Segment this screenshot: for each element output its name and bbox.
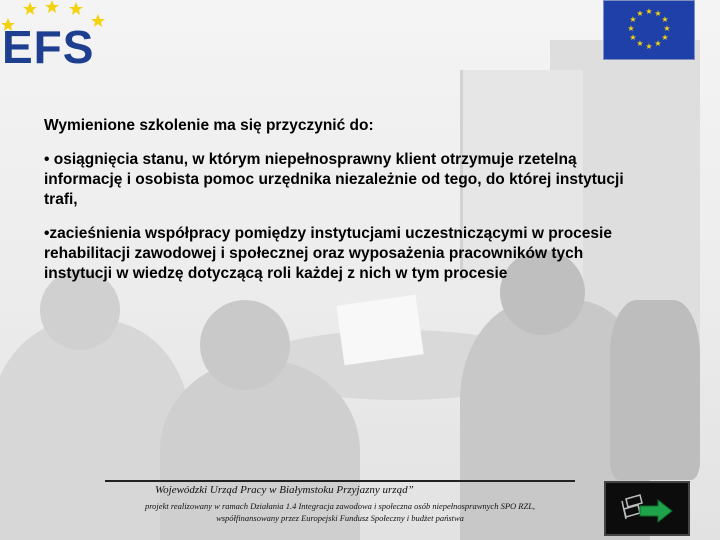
svg-text:★: ★ <box>654 39 662 48</box>
svg-text:★: ★ <box>661 15 669 24</box>
background-paper <box>336 295 424 366</box>
background-coat <box>610 300 700 480</box>
eu-flag <box>603 0 695 60</box>
svg-text:★: ★ <box>636 39 644 48</box>
efs-logo <box>0 0 110 72</box>
footer-note-line: współfinansowany przez Europejski Fundusz Społeczny i budżet państwa <box>216 513 464 523</box>
slide-content <box>44 116 644 298</box>
bullet-item: • osiągnięcia stanu, w którym niepełnosprawny klient otrzymuje rzetelną informację i osobista pomoc urzędnika niezależnie od tego, do której instytucji trafi, <box>44 151 624 208</box>
next-arrow-icon <box>606 483 688 534</box>
svg-text:★: ★ <box>645 42 653 51</box>
background-person-center-head <box>200 300 290 390</box>
svg-text:★: ★ <box>663 24 671 33</box>
footer-note-line: projekt realizowany w ramach Działania 1.4 Integracja zawodowa i społeczna osób niepełnosprawnych SPO RZL, <box>144 501 536 511</box>
svg-text:★: ★ <box>629 15 637 24</box>
efs-logo-text: EFS <box>2 21 95 73</box>
svg-text:★: ★ <box>654 9 662 18</box>
bullet-item: •zacieśnienia współpracy pomiędzy instytucjami uczestniczącymi w procesie rehabilitacji zawodowej i społecznej oraz wyposażenia pracowników tych instytucji w wiedzę dotyczącą roli każdej z nich w tym procesie <box>44 225 612 282</box>
next-slide-button[interactable] <box>604 481 690 536</box>
svg-text:★: ★ <box>645 7 653 16</box>
svg-text:★: ★ <box>627 24 635 33</box>
footer-divider <box>105 480 575 482</box>
footer-note <box>100 500 580 524</box>
svg-text:★: ★ <box>636 9 644 18</box>
svg-text:★: ★ <box>629 33 637 42</box>
eu-flag-icon <box>604 1 694 59</box>
svg-text:★: ★ <box>661 33 669 42</box>
footer-title: Wojewódzki Urząd Pracy w Białymstoku Przyjazny urząd” <box>155 484 414 496</box>
slide-heading: Wymienione szkolenie ma się przyczynić do: <box>44 117 374 134</box>
